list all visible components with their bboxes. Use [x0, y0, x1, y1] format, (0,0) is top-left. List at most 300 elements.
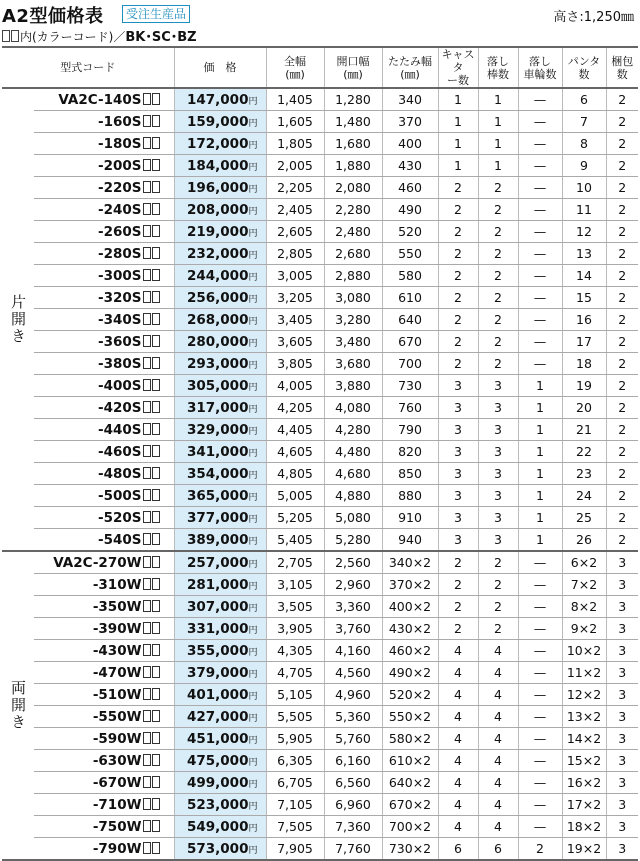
folded-width: 460: [382, 177, 438, 199]
opening-width: 3,280: [324, 309, 382, 331]
folded-width: 730×2: [382, 838, 438, 861]
price: 244,000円: [174, 265, 266, 287]
panta: 16×2: [562, 772, 606, 794]
opening-width: 4,880: [324, 485, 382, 507]
color-code-box-icon: [143, 269, 151, 281]
model-code: -430W: [34, 640, 174, 662]
color-code-box-icon: [143, 578, 151, 590]
panta: 6: [562, 88, 606, 111]
opening-width: 2,880: [324, 265, 382, 287]
drop-wheels: —: [518, 111, 562, 133]
casters: 4: [438, 662, 478, 684]
total-width: 7,505: [266, 816, 324, 838]
panta: 8: [562, 133, 606, 155]
panta: 11×2: [562, 662, 606, 684]
casters: 2: [438, 243, 478, 265]
packages: 2: [606, 177, 638, 199]
color-code-prefix: 内(カラーコード)／: [20, 30, 126, 44]
color-code-box-icon: [143, 842, 151, 854]
folded-width: 730: [382, 375, 438, 397]
opening-width: 1,480: [324, 111, 382, 133]
drop-rods: 4: [478, 772, 518, 794]
color-code-note: [0, 28, 640, 46]
folded-width: 910: [382, 507, 438, 529]
opening-width: 5,080: [324, 507, 382, 529]
table-row: [2, 618, 638, 640]
color-code-box-icon: [143, 357, 151, 369]
price: 293,000円: [174, 353, 266, 375]
opening-width: 4,680: [324, 463, 382, 485]
drop-wheels: —: [518, 331, 562, 353]
drop-rods: 2: [478, 618, 518, 640]
casters: 4: [438, 750, 478, 772]
total-width: 3,505: [266, 596, 324, 618]
color-code-box-icon: [143, 379, 151, 391]
price: 331,000円: [174, 618, 266, 640]
model-code: -310W: [34, 574, 174, 596]
color-code-box-icon: [143, 467, 151, 479]
panta: 13×2: [562, 706, 606, 728]
price: 232,000円: [174, 243, 266, 265]
color-code-box-icon: [152, 445, 160, 457]
table-row: [2, 507, 638, 529]
total-width: 5,005: [266, 485, 324, 507]
casters: 3: [438, 375, 478, 397]
model-code: -340S: [34, 309, 174, 331]
opening-width: 2,960: [324, 574, 382, 596]
packages: 3: [606, 706, 638, 728]
packages: 2: [606, 463, 638, 485]
packages: 2: [606, 133, 638, 155]
total-width: 3,005: [266, 265, 324, 287]
price: 377,000円: [174, 507, 266, 529]
total-width: 4,205: [266, 397, 324, 419]
casters: 1: [438, 133, 478, 155]
panta: 18×2: [562, 816, 606, 838]
casters: 3: [438, 463, 478, 485]
packages: 3: [606, 596, 638, 618]
total-width: 3,805: [266, 353, 324, 375]
casters: 4: [438, 640, 478, 662]
table-row: [2, 463, 638, 485]
panta: 6×2: [562, 551, 606, 574]
packages: 3: [606, 618, 638, 640]
casters: 2: [438, 574, 478, 596]
color-code-box-icon: [152, 511, 160, 523]
color-codes: BK･SC･BZ: [125, 30, 197, 45]
color-code-box-icon: [143, 533, 151, 545]
color-code-box-icon: [143, 622, 151, 634]
packages: 2: [606, 309, 638, 331]
opening-width: 3,680: [324, 353, 382, 375]
panta: 21: [562, 419, 606, 441]
table-row: [2, 441, 638, 463]
drop-wheels: —: [518, 551, 562, 574]
price: 329,000円: [174, 419, 266, 441]
color-code-box-icon: [152, 688, 160, 700]
folded-width: 520: [382, 221, 438, 243]
color-code-box-icon: [152, 93, 160, 105]
drop-wheels: 1: [518, 375, 562, 397]
total-width: 5,105: [266, 684, 324, 706]
drop-rods: 2: [478, 287, 518, 309]
folded-width: 550: [382, 243, 438, 265]
folded-width: 370×2: [382, 574, 438, 596]
made-to-order-badge: 受注生産品: [122, 5, 190, 23]
color-code-box-icon: [152, 644, 160, 656]
color-code-box-icon: [143, 225, 151, 237]
packages: 3: [606, 684, 638, 706]
folded-width: 520×2: [382, 684, 438, 706]
folded-width: 580: [382, 265, 438, 287]
color-code-box-icon: [152, 247, 160, 259]
table-row: [2, 177, 638, 199]
casters: 3: [438, 529, 478, 552]
model-code: -440S: [34, 419, 174, 441]
casters: 4: [438, 728, 478, 750]
model-code: -240S: [34, 199, 174, 221]
drop-wheels: —: [518, 221, 562, 243]
packages: 3: [606, 794, 638, 816]
table-row: [2, 397, 638, 419]
folded-width: 610×2: [382, 750, 438, 772]
drop-rods: 3: [478, 507, 518, 529]
price: 281,000円: [174, 574, 266, 596]
page-title: A2型価格表: [2, 6, 104, 27]
drop-wheels: 1: [518, 419, 562, 441]
folded-width: 550×2: [382, 706, 438, 728]
panta: 7: [562, 111, 606, 133]
price: 379,000円: [174, 662, 266, 684]
model-code: -750W: [34, 816, 174, 838]
drop-rods: 4: [478, 662, 518, 684]
folded-width: 940: [382, 529, 438, 552]
col-panta: パンタ数: [562, 47, 606, 88]
table-row: [2, 199, 638, 221]
drop-rods: 2: [478, 353, 518, 375]
folded-width: 610: [382, 287, 438, 309]
drop-rods: 2: [478, 551, 518, 574]
folded-width: 700: [382, 353, 438, 375]
total-width: 1,805: [266, 133, 324, 155]
packages: 3: [606, 574, 638, 596]
price: 256,000円: [174, 287, 266, 309]
price: 307,000円: [174, 596, 266, 618]
total-width: 5,505: [266, 706, 324, 728]
price: 196,000円: [174, 177, 266, 199]
total-width: 6,705: [266, 772, 324, 794]
model-code: -180S: [34, 133, 174, 155]
table-row: [2, 309, 638, 331]
table-row: [2, 794, 638, 816]
folded-width: 490×2: [382, 662, 438, 684]
model-code: -360S: [34, 331, 174, 353]
total-width: 5,205: [266, 507, 324, 529]
packages: 2: [606, 529, 638, 552]
casters: 2: [438, 287, 478, 309]
packages: 2: [606, 199, 638, 221]
table-row: [2, 662, 638, 684]
model-code: -280S: [34, 243, 174, 265]
color-code-box-icon: [143, 313, 151, 325]
price: 257,000円: [174, 551, 266, 574]
color-code-box-icon: [143, 159, 151, 171]
casters: 4: [438, 794, 478, 816]
opening-width: 3,080: [324, 287, 382, 309]
color-code-box-icon: [143, 401, 151, 413]
total-width: 3,905: [266, 618, 324, 640]
model-code: -400S: [34, 375, 174, 397]
drop-wheels: 1: [518, 397, 562, 419]
casters: 3: [438, 485, 478, 507]
table-row: [2, 155, 638, 177]
color-code-box-icon: [152, 137, 160, 149]
total-width: 2,005: [266, 155, 324, 177]
drop-rods: 2: [478, 177, 518, 199]
table-row: [2, 706, 638, 728]
panta: 8×2: [562, 596, 606, 618]
total-width: 4,705: [266, 662, 324, 684]
panta: 23: [562, 463, 606, 485]
total-width: 5,905: [266, 728, 324, 750]
packages: 2: [606, 331, 638, 353]
total-width: 4,605: [266, 441, 324, 463]
drop-rods: 3: [478, 529, 518, 552]
price: 549,000円: [174, 816, 266, 838]
panta: 24: [562, 485, 606, 507]
model-code: -710W: [34, 794, 174, 816]
price: 389,000円: [174, 529, 266, 552]
color-code-box-icon: [143, 291, 151, 303]
drop-rods: 2: [478, 574, 518, 596]
casters: 4: [438, 772, 478, 794]
opening-width: 1,280: [324, 88, 382, 111]
price: 401,000円: [174, 684, 266, 706]
color-code-box-icon: [152, 798, 160, 810]
drop-rods: 4: [478, 794, 518, 816]
table-row: [2, 551, 638, 574]
price: 147,000円: [174, 88, 266, 111]
price: 354,000円: [174, 463, 266, 485]
model-code: -510W: [34, 684, 174, 706]
model-code: -390W: [34, 618, 174, 640]
table-header-row: [2, 47, 638, 88]
col-price: 価 格: [174, 47, 266, 88]
drop-wheels: 1: [518, 529, 562, 552]
model-code: -540S: [34, 529, 174, 552]
total-width: 1,605: [266, 111, 324, 133]
height-note: 高さ:1,250㎜: [553, 10, 634, 25]
color-code-box-icon: [152, 467, 160, 479]
total-width: 4,805: [266, 463, 324, 485]
price: 355,000円: [174, 640, 266, 662]
price: 280,000円: [174, 331, 266, 353]
total-width: 4,305: [266, 640, 324, 662]
model-code: -460S: [34, 441, 174, 463]
drop-rods: 4: [478, 728, 518, 750]
table-row: [2, 596, 638, 618]
color-code-box-icon: [2, 30, 10, 42]
panta: 18: [562, 353, 606, 375]
folded-width: 700×2: [382, 816, 438, 838]
folded-width: 490: [382, 199, 438, 221]
color-code-box-icon: [152, 313, 160, 325]
table-row: [2, 287, 638, 309]
drop-wheels: —: [518, 816, 562, 838]
opening-width: 6,160: [324, 750, 382, 772]
table-row: [2, 574, 638, 596]
model-code: -350W: [34, 596, 174, 618]
table-row: [2, 331, 638, 353]
col-folded-width: たたみ幅 (㎜): [382, 47, 438, 88]
total-width: 6,305: [266, 750, 324, 772]
table-row: [2, 772, 638, 794]
price: 305,000円: [174, 375, 266, 397]
price: 573,000円: [174, 838, 266, 861]
casters: 1: [438, 155, 478, 177]
total-width: 3,605: [266, 331, 324, 353]
color-code-box-icon: [152, 379, 160, 391]
panta: 19: [562, 375, 606, 397]
model-code: -670W: [34, 772, 174, 794]
color-code-box-icon: [152, 401, 160, 413]
color-code-box-icon: [143, 137, 151, 149]
color-code-box-icon: [152, 820, 160, 832]
folded-width: 820: [382, 441, 438, 463]
col-drop-rods: 落し 棒数: [478, 47, 518, 88]
panta: 10×2: [562, 640, 606, 662]
packages: 3: [606, 640, 638, 662]
casters: 2: [438, 331, 478, 353]
color-code-box-icon: [152, 666, 160, 678]
price: 208,000円: [174, 199, 266, 221]
casters: 2: [438, 618, 478, 640]
model-code: -590W: [34, 728, 174, 750]
color-code-box-icon: [143, 688, 151, 700]
model-code: -300S: [34, 265, 174, 287]
packages: 2: [606, 221, 638, 243]
opening-width: 6,960: [324, 794, 382, 816]
color-code-box-icon: [143, 754, 151, 766]
drop-wheels: —: [518, 794, 562, 816]
folded-width: 430×2: [382, 618, 438, 640]
drop-rods: 4: [478, 750, 518, 772]
folded-width: 340: [382, 88, 438, 111]
total-width: 3,205: [266, 287, 324, 309]
panta: 10: [562, 177, 606, 199]
packages: 2: [606, 485, 638, 507]
color-code-box-icon: [143, 710, 151, 722]
color-code-box-icon: [143, 93, 151, 105]
packages: 3: [606, 750, 638, 772]
color-code-box-icon: [143, 181, 151, 193]
folded-width: 430: [382, 155, 438, 177]
panta: 17: [562, 331, 606, 353]
table-row: [2, 375, 638, 397]
col-casters: キャスタ ー数: [438, 47, 478, 88]
panta: 11: [562, 199, 606, 221]
panta: 22: [562, 441, 606, 463]
opening-width: 3,760: [324, 618, 382, 640]
color-code-box-icon: [152, 754, 160, 766]
opening-width: 4,560: [324, 662, 382, 684]
group-label: 片開き: [2, 88, 34, 551]
total-width: 3,105: [266, 574, 324, 596]
group-label: 両開き: [2, 551, 34, 860]
model-code: -630W: [34, 750, 174, 772]
table-row: [2, 750, 638, 772]
opening-width: 4,080: [324, 397, 382, 419]
table-row: [2, 265, 638, 287]
opening-width: 3,480: [324, 331, 382, 353]
table-row: [2, 728, 638, 750]
table-row: [2, 419, 638, 441]
price: 317,000円: [174, 397, 266, 419]
packages: 3: [606, 551, 638, 574]
opening-width: 3,360: [324, 596, 382, 618]
color-code-box-icon: [152, 600, 160, 612]
packages: 3: [606, 816, 638, 838]
drop-rods: 3: [478, 419, 518, 441]
color-code-box-icon: [11, 30, 19, 42]
folded-width: 400: [382, 133, 438, 155]
model-code: -500S: [34, 485, 174, 507]
price: 475,000円: [174, 750, 266, 772]
color-code-box-icon: [152, 732, 160, 744]
color-code-box-icon: [152, 181, 160, 193]
folded-width: 670: [382, 331, 438, 353]
drop-rods: 2: [478, 221, 518, 243]
color-code-box-icon: [143, 203, 151, 215]
color-code-box-icon: [152, 291, 160, 303]
color-code-box-icon: [152, 159, 160, 171]
drop-wheels: —: [518, 309, 562, 331]
model-code: -790W: [34, 838, 174, 861]
opening-width: 1,880: [324, 155, 382, 177]
drop-wheels: 1: [518, 463, 562, 485]
color-code-box-icon: [143, 489, 151, 501]
drop-wheels: —: [518, 287, 562, 309]
drop-wheels: —: [518, 133, 562, 155]
panta: 15: [562, 287, 606, 309]
panta: 15×2: [562, 750, 606, 772]
color-code-box-icon: [152, 335, 160, 347]
packages: 2: [606, 155, 638, 177]
casters: 2: [438, 596, 478, 618]
drop-wheels: 1: [518, 507, 562, 529]
casters: 2: [438, 265, 478, 287]
price: 219,000円: [174, 221, 266, 243]
table-row: [2, 243, 638, 265]
opening-width: 1,680: [324, 133, 382, 155]
casters: 3: [438, 441, 478, 463]
color-code-box-icon: [152, 423, 160, 435]
color-code-box-icon: [143, 776, 151, 788]
drop-wheels: 1: [518, 485, 562, 507]
total-width: 5,405: [266, 529, 324, 552]
total-width: 3,405: [266, 309, 324, 331]
drop-rods: 2: [478, 331, 518, 353]
opening-width: 5,360: [324, 706, 382, 728]
drop-rods: 3: [478, 397, 518, 419]
price: 268,000円: [174, 309, 266, 331]
drop-rods: 1: [478, 133, 518, 155]
color-code-box-icon: [152, 556, 160, 568]
packages: 2: [606, 243, 638, 265]
color-code-box-icon: [143, 423, 151, 435]
drop-rods: 3: [478, 463, 518, 485]
folded-width: 400×2: [382, 596, 438, 618]
